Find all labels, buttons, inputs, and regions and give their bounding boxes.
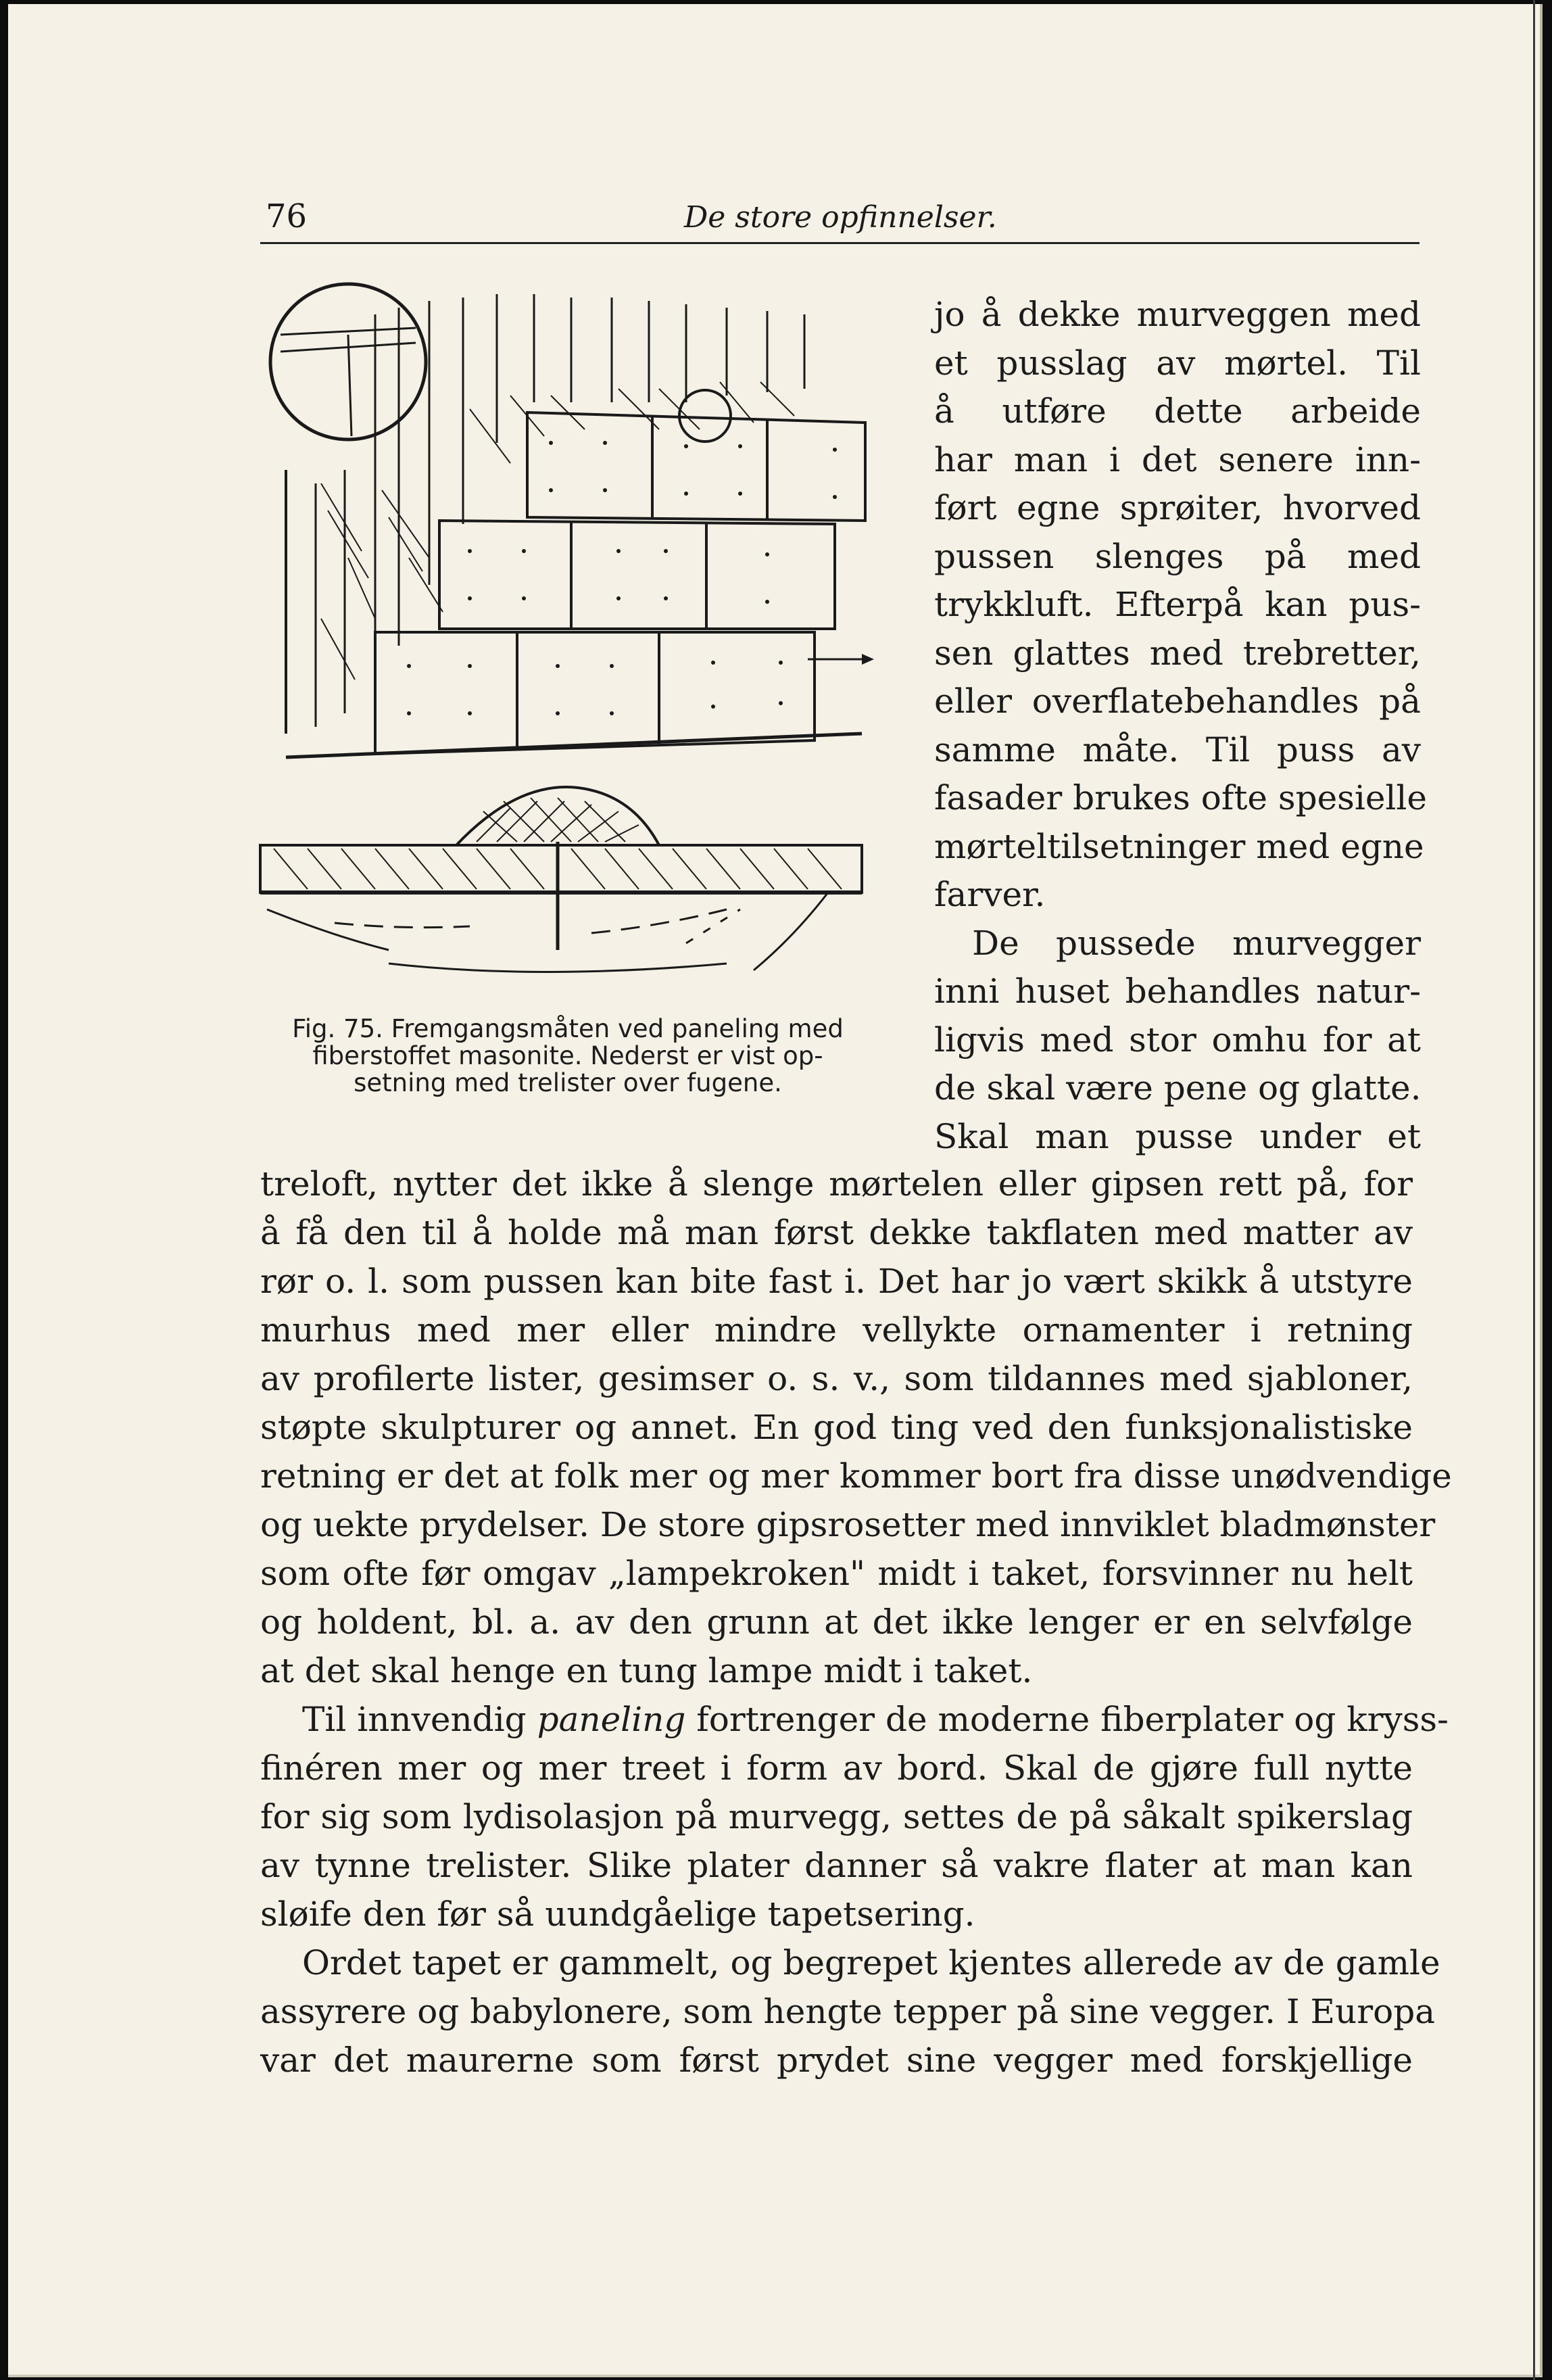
text-span: Til innvendig [302, 1700, 537, 1739]
text-line: var det maurerne som først prydet sine vegger med forskjellige [260, 2041, 1413, 2080]
text-line: har man i det senere inn- [934, 439, 1421, 479]
text-line: for sig som lydisolasjon på murvegg, settes de på såkalt spikerslag [260, 1797, 1413, 1836]
text-line: De pussede murvegger [972, 923, 1421, 963]
masonite-panels [375, 412, 865, 754]
text-line: treloft, nytter det ikke å slenge mørtelen eller gipsen rett på, for [260, 1164, 1413, 1204]
text-line: å utføre dette arbeide [934, 391, 1421, 431]
text-line: inni huset behandles natur- [934, 972, 1421, 1011]
text-line: retning er det at folk mer og mer kommer bort fra disse unødvendige [260, 1456, 1452, 1496]
text-line: fasader brukes ofte spesielle [934, 778, 1427, 817]
page-header [260, 196, 1420, 244]
text-line: å få den til å holde må man først dekke takflaten med matter av [260, 1213, 1413, 1252]
caption-line: Fig. 75. Fremgangsmåten ved paneling med [292, 1014, 844, 1043]
running-title: De store opfinnelser. [684, 200, 997, 235]
text-line: finéren mer og mer treet i form av bord. Skal de gjøre full nytte [260, 1748, 1413, 1788]
caption-line: setning med trelister over fugene. [354, 1068, 782, 1097]
text-line: mørteltilsetninger med egne [934, 826, 1424, 866]
text-line: som ofte før omgav „lampekroken" midt i taket, forsvinner nu helt [260, 1554, 1413, 1593]
text-line: sløife den før så uundgåelige tapetsering. [260, 1895, 975, 1934]
text-span: fortrenger de moderne fiberplater og kryss- [685, 1700, 1449, 1739]
text-line: ført egne sprøiter, hvorved [934, 488, 1421, 527]
text-line: Ordet tapet er gammelt, og begrepet kjentes allerede av de gamle [302, 1943, 1440, 1982]
text-line: av profilerte lister, gesimser o. s. v., som tildannes med sjabloner, [260, 1359, 1413, 1398]
text-line: farver. [934, 875, 1046, 914]
text-line: et pusslag av mørtel. Til [934, 343, 1421, 383]
caption-line: fiberstoffet masonite. Nederst er vist op- [312, 1041, 823, 1070]
text-line: og uekte prydelser. De store gipsrosetter med innviklet bladmønster [260, 1505, 1436, 1544]
figure-75-illustration [253, 267, 909, 1011]
furring-strips [316, 294, 804, 727]
text-line: av tynne trelister. Slike plater danner så vakre flater at man kan [260, 1846, 1413, 1885]
text-line: Skal man pusse under et [934, 1116, 1421, 1156]
side-column-text [934, 291, 1427, 1161]
text-line: rør o. l. som pussen kan bite fast i. Det har jo vært skikk å utstyre [260, 1262, 1413, 1301]
figure-caption [243, 1016, 892, 1097]
body-text [260, 1160, 1452, 2085]
text-line: murhus med mer eller mindre vellykte ornamenter i retning [260, 1310, 1413, 1350]
text-line: trykkluft. Efterpå kan pus- [934, 585, 1421, 624]
emphasis-paneling: paneling [537, 1700, 686, 1739]
floor-line [286, 734, 862, 757]
text-line: pussen slenges på med [934, 536, 1421, 576]
text-line: sen glattes med trebretter, [934, 633, 1421, 673]
batten-section [260, 787, 862, 972]
text-line: at det skal henge en tung lampe midt i taket. [260, 1651, 1033, 1690]
text-line: støpte skulpturer og annet. En god ting ved den funksjonalistiske [260, 1408, 1413, 1447]
text-line: og holdent, bl. a. av den grunn at det ikke lenger er en selvfølge [260, 1602, 1413, 1642]
paneling-drawing [253, 267, 909, 1011]
text-line: assyrere og babylonere, som hengte tepper på sine vegger. I Europa [260, 1992, 1436, 2031]
text-line: ligvis med stor omhu for at [934, 1020, 1421, 1060]
text-line: jo å dekke murveggen med [934, 295, 1421, 334]
paneling-paragraph-first-line [260, 1695, 1449, 1744]
nail-dots [407, 441, 837, 715]
scan-edge [1533, 0, 1535, 2380]
text-line: eller overflatebehandles på [934, 682, 1421, 721]
text-line: samme måte. Til puss av [934, 730, 1421, 769]
text-line: de skal være pene og glatte. [934, 1068, 1422, 1108]
page-number: 76 [266, 197, 308, 235]
